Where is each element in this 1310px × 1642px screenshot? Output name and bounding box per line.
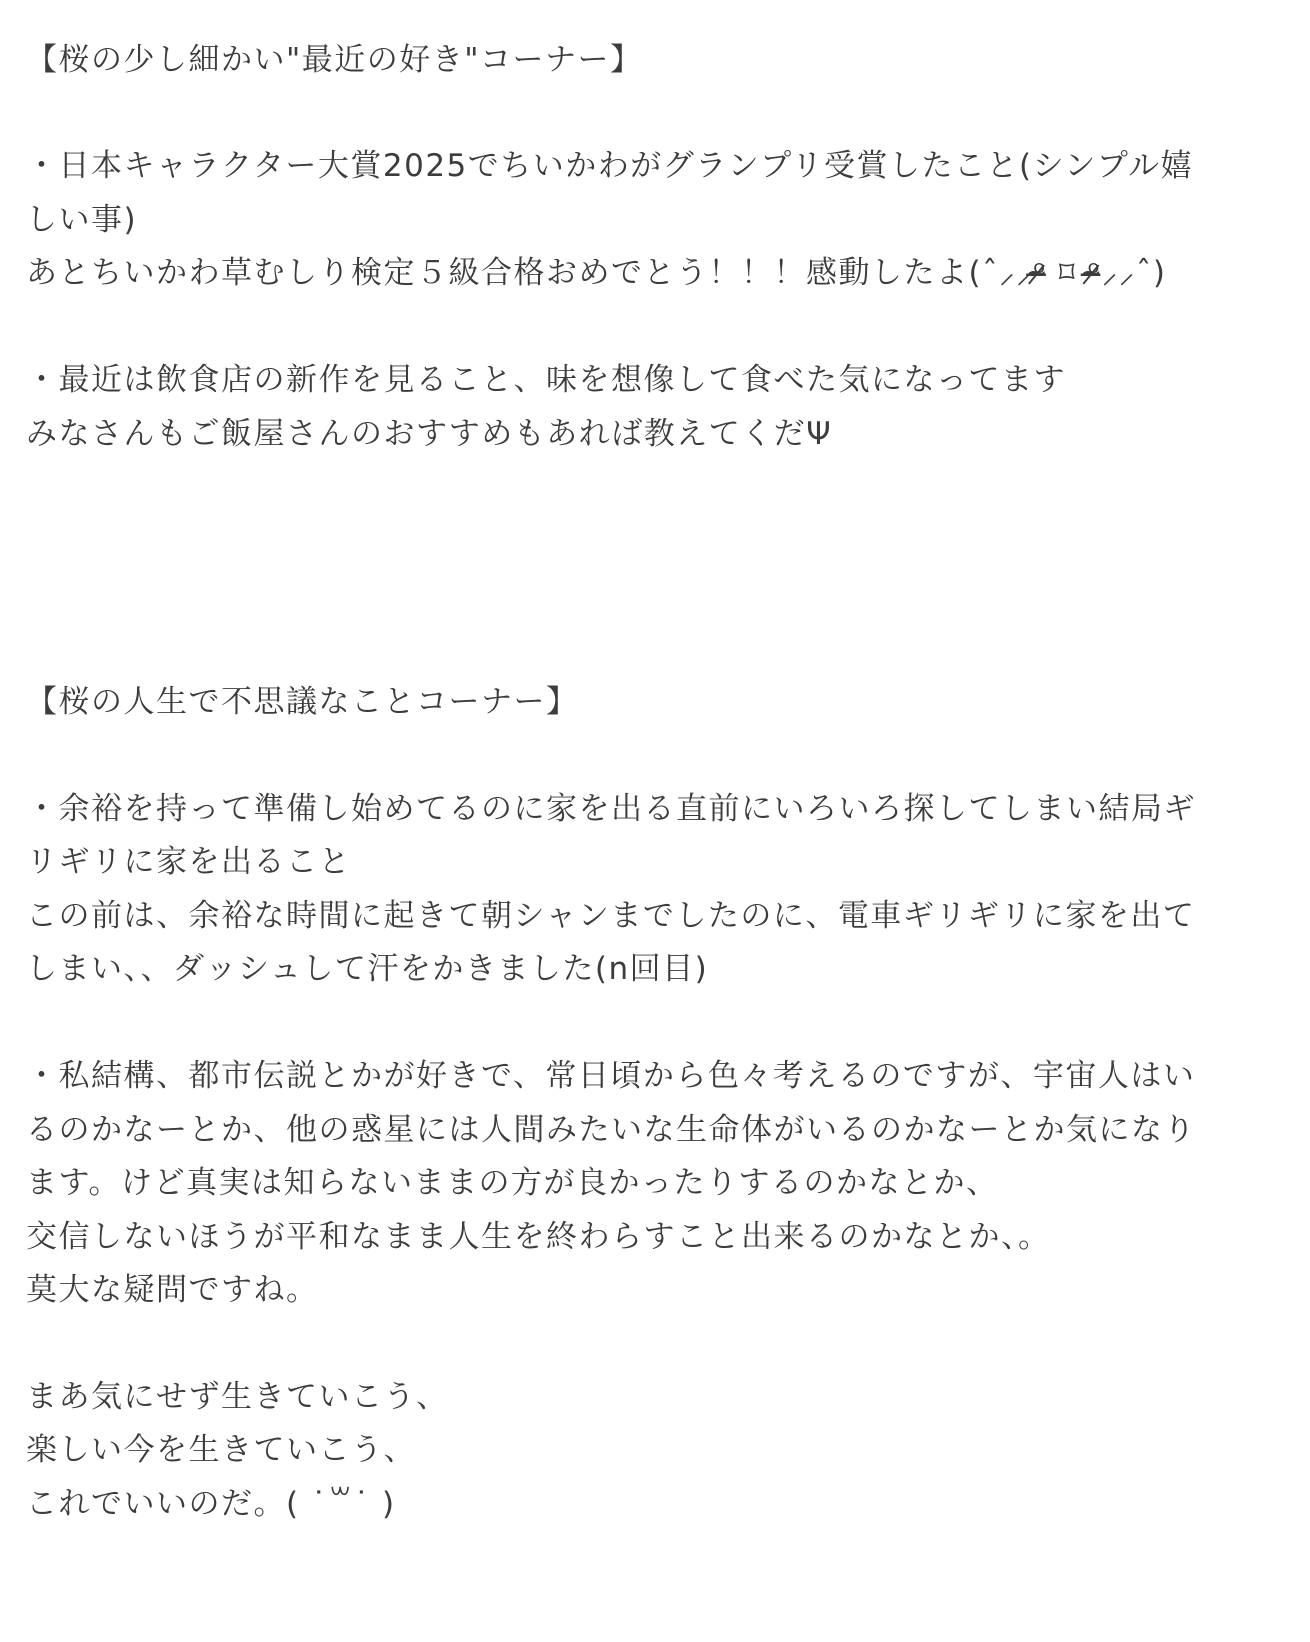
text-line: この前は、余裕な時間に起きて朝シャンまでしたのに、電車ギリギリに家を出て <box>26 898 1196 934</box>
text-line: ます。けど真実は知らないままの方が良かったりするのかなとか、 <box>26 1165 999 1201</box>
text-line: みなさんもご飯屋さんのおすすめもあれば教えてくだΨ <box>26 416 833 452</box>
text-line: あとちいかわ草むしり検定５級合格おめでとう！！！感動したよ(ˆ⸝⸝ᵒ̴̶̷ ⌑ ᵒ̴̶̷⸝⸝ˆ) <box>26 255 1167 291</box>
text-line: 莫大な疑問ですね。 <box>26 1272 319 1308</box>
text-line: 楽しい今を生きていこう、 <box>26 1432 416 1468</box>
text-line: るのかなーとか、他の惑星には人間みたいな生命体がいるのかなーとか気になり <box>26 1112 1196 1148</box>
text-line: 交信しないほうが平和なまま人生を終わらすこと出来るのかなとか、。 <box>26 1219 1051 1255</box>
text-line: しまい、、ダッシュして汗をかきました(n回目) <box>26 951 709 987</box>
text-line: リギリに家を出ること <box>26 844 351 880</box>
text-line: これでいいのだ。( ˙꒳˙ ) <box>26 1486 396 1522</box>
text-line: しい事) <box>26 202 138 238</box>
text-line: ・余裕を持って準備し始めてるのに家を出る直前にいろいろ探してしまい結局ギ <box>26 791 1196 827</box>
text-line: ・私結構、都市伝説とかが好きで、常日頃から色々考えるのですが、宇宙人はい <box>26 1058 1196 1094</box>
section-heading-recent-favorites: 【桜の少し細かい"最近の好き"コーナー】 <box>26 42 643 78</box>
text-line: ・日本キャラクター大賞2025でちいかわがグランプリ受賞したこと(シンプル嬉 <box>26 148 1194 184</box>
text-line: まあ気にせず生きていこう、 <box>26 1379 449 1415</box>
section-heading-life-mysteries: 【桜の人生で不思議なことコーナー】 <box>26 684 579 720</box>
text-line: ・最近は飲食店の新作を見ること、味を想像して食べた気になってます <box>26 362 1066 398</box>
